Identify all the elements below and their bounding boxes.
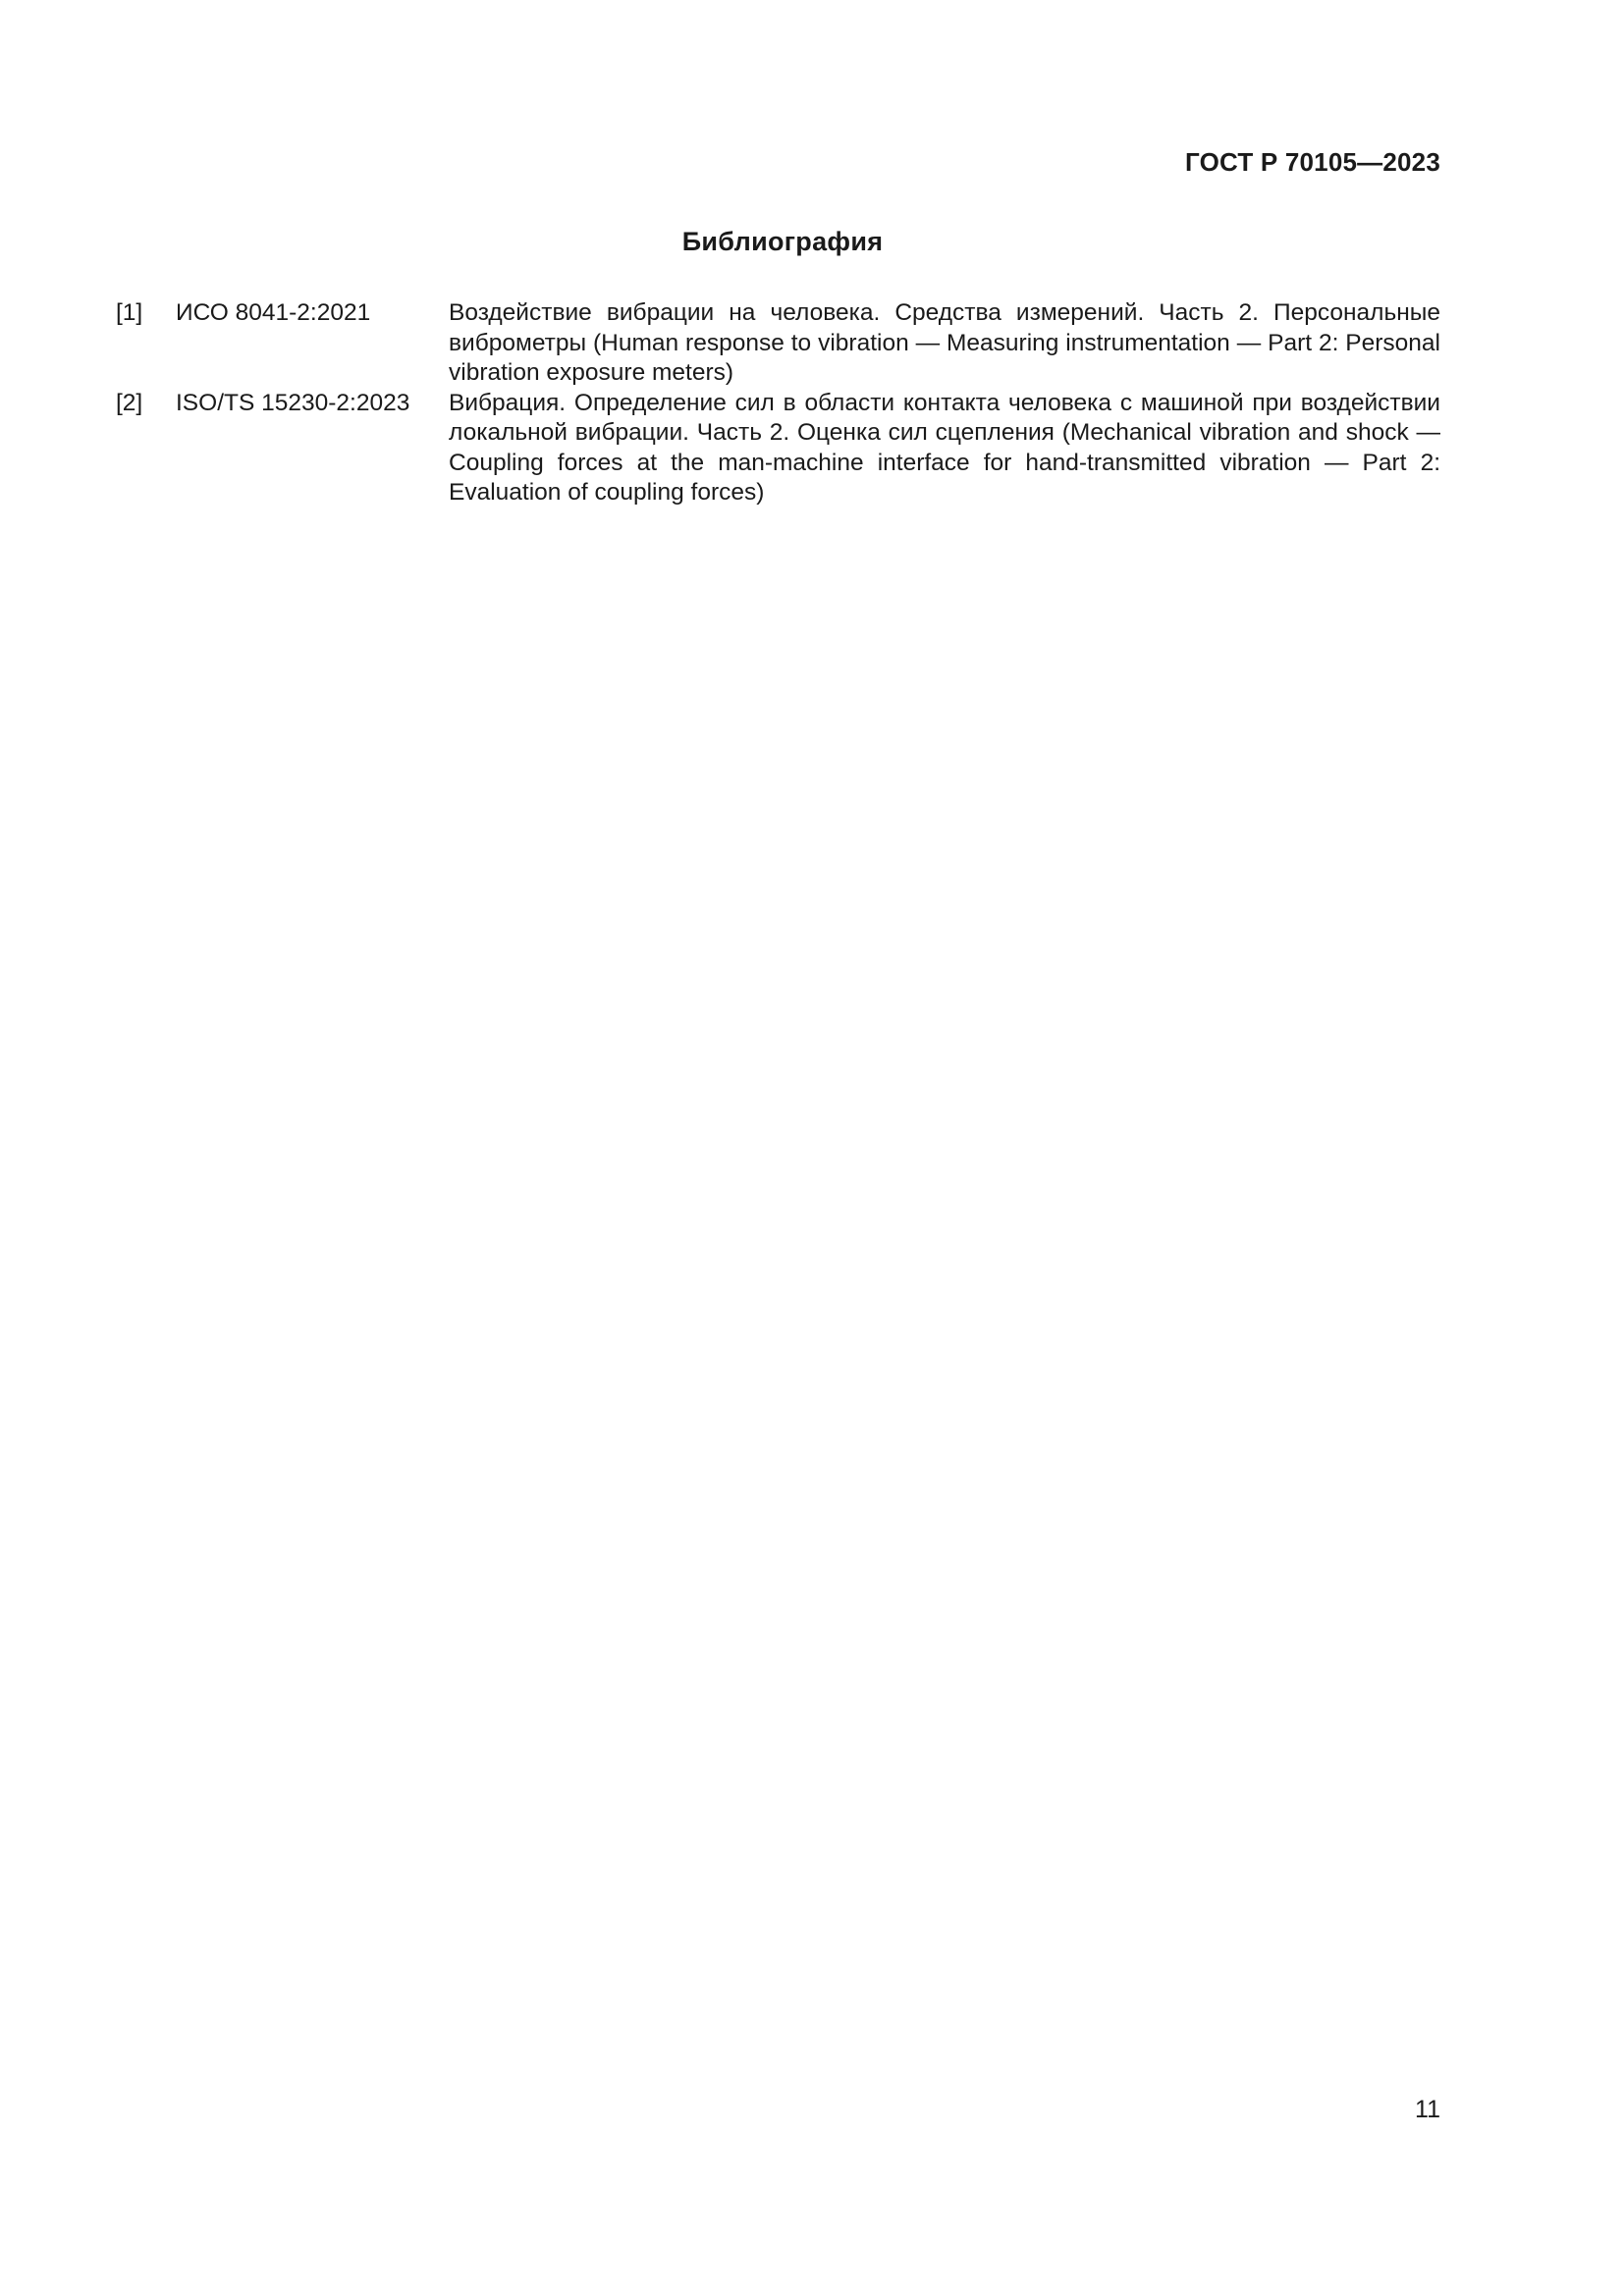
entry-code: ИСО 8041-2:2021 [176, 299, 371, 326]
page-number: 11 [1415, 2096, 1440, 2123]
entry-text: Вибрация. Определение сил в области контакта человека с машиной при воздействии локальной вибрации. Часть 2. Оценка сил сцепления (Mechanical vibration and shock — Coupling forces at the man-machine interface for hand-transmitted vibration — Part 2: Evaluation of coupling forces) [449, 389, 1440, 506]
document-standard-code: ГОСТ Р 70105—2023 [1185, 147, 1440, 177]
entry-text: Воздействие вибрации на человека. Средства измерений. Часть 2. Персональные виброметры (Human response to vibration — Measuring instrumentation — Part 2: Personal vibration exposure meters) [449, 299, 1440, 386]
entry-number: [1] [116, 299, 143, 326]
section-title: Библиография [681, 227, 884, 256]
bibliography-list [116, 298, 1440, 508]
entry-number: [2] [116, 389, 143, 416]
bibliography-entry [116, 389, 1440, 508]
bibliography-entry [116, 298, 1440, 389]
entry-code: ISO/TS 15230-2:2023 [176, 389, 410, 416]
